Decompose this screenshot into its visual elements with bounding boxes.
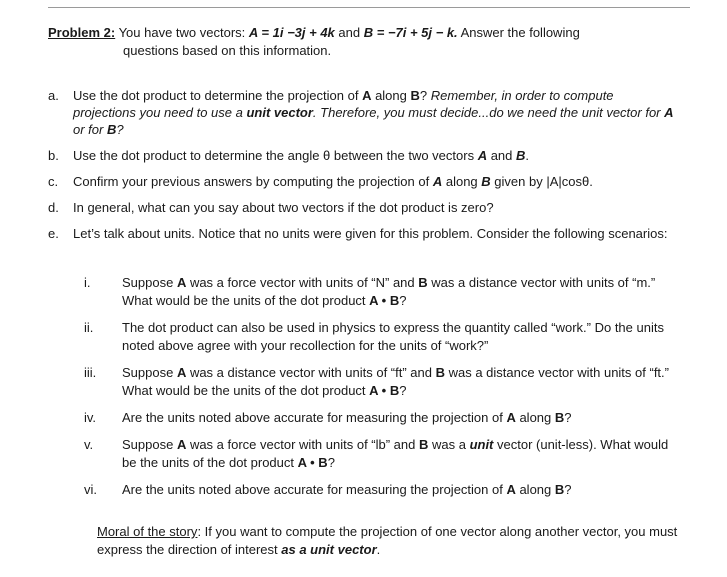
question-text: ? — [419, 88, 431, 103]
bold-b: B — [410, 88, 420, 103]
question-marker: d. — [48, 200, 59, 215]
bold-a: A — [176, 275, 187, 290]
problem-text-end: Answer the following — [457, 25, 580, 40]
scenario-text: was a distance vector with units of “m.” What would be the units of the dot product — [122, 275, 656, 308]
dot-product: A • B — [297, 455, 328, 470]
scenario-vi — [84, 481, 684, 499]
question-marker: c. — [48, 174, 59, 189]
scenario-text: was a force vector with units of “N” and — [186, 275, 419, 290]
question-text: Use the dot product to determine the angle θ between the two vectors — [73, 148, 478, 163]
scenario-text: ? — [399, 293, 407, 308]
scenario-text: Suppose — [122, 275, 177, 290]
scenario-iii — [84, 364, 684, 400]
scenario-text: was a — [428, 437, 470, 452]
scenario-text: ? — [399, 383, 407, 398]
scenario-text: Suppose — [122, 365, 177, 380]
vector-a: A = 1i −3j + 4k — [248, 25, 335, 40]
bold-b: B — [554, 410, 565, 425]
italic-note: . Therefore, you must decide...do we need the unit vector for — [312, 105, 665, 120]
scenario-marker: vi. — [84, 482, 97, 497]
question-text: Let’s talk about units. Notice that no units were given for this problem. Consider the following scenarios: — [73, 226, 668, 241]
problem-label: Problem 2: — [48, 25, 116, 40]
unit-emph: unit — [469, 437, 494, 452]
vector-b: B = −7i + 5j − k. — [363, 25, 458, 40]
question-text: given by |A|cosθ. — [490, 174, 593, 189]
scenario-i — [84, 274, 684, 310]
scenario-text: along — [515, 482, 555, 497]
question-c — [48, 173, 678, 190]
scenario-ii — [84, 319, 684, 355]
moral-emphasis: as a unit vector — [281, 542, 377, 557]
bold-b: B — [481, 174, 491, 189]
scenario-list — [84, 274, 684, 508]
scenario-iv — [84, 409, 684, 427]
dot-product: A • B — [369, 383, 400, 398]
scenario-text: Are the units noted above accurate for measuring the projection of — [122, 410, 507, 425]
question-e — [48, 225, 678, 242]
scenario-text: Are the units noted above accurate for measuring the projection of — [122, 482, 507, 497]
unit-vector-emph: unit vector — [246, 105, 313, 120]
question-d — [48, 199, 678, 216]
bold-b: B — [418, 275, 428, 290]
bold-a: A — [432, 174, 443, 189]
italic-note: ? — [116, 122, 124, 137]
bold-a: A — [506, 410, 516, 425]
question-a — [48, 87, 678, 138]
problem-and: and — [334, 25, 364, 40]
problem-text: You have two vectors: — [118, 25, 249, 40]
bold-b: B — [554, 482, 565, 497]
scenario-marker: iv. — [84, 410, 97, 425]
scenario-text: was a distance vector with units of “ft.” What would be the units of the dot product — [122, 365, 669, 398]
italic-bold-a: A — [664, 105, 674, 120]
scenario-text: ? — [564, 482, 572, 497]
question-list — [48, 87, 678, 251]
bold-a: A — [506, 482, 516, 497]
bold-b: B — [435, 365, 445, 380]
question-text: Use the dot product to determine the projection of — [73, 88, 363, 103]
italic-note: or for — [73, 122, 107, 137]
scenario-text: vector (unit-less). What would be the units of the dot product — [122, 437, 669, 470]
scenario-text: The dot product can also be used in physics to express the quantity called “work.” Do the units noted above agree with your recollection for the units of “work?” — [122, 320, 664, 353]
question-text: along — [371, 88, 411, 103]
scenario-marker: iii. — [84, 365, 97, 380]
scenario-text: ? — [564, 410, 572, 425]
bold-b: B — [418, 437, 429, 452]
scenario-text: Suppose — [122, 437, 177, 452]
scenario-marker: ii. — [84, 320, 94, 335]
scenario-text: along — [515, 410, 555, 425]
moral-label: Moral of the story — [97, 524, 198, 539]
question-text: . — [525, 148, 530, 163]
question-marker: a. — [48, 88, 59, 103]
top-divider — [48, 7, 690, 8]
question-marker: e. — [48, 226, 59, 241]
bold-a: A — [477, 148, 488, 163]
question-text: and — [487, 148, 517, 163]
italic-bold-b: B — [106, 122, 117, 137]
problem-statement — [48, 24, 668, 60]
scenario-text: was a force vector with units of “lb” and — [186, 437, 419, 452]
moral-colon: : — [197, 524, 202, 539]
question-marker: b. — [48, 148, 59, 163]
scenario-marker: v. — [84, 437, 94, 452]
question-text: along — [442, 174, 482, 189]
italic-note: Remember, in order to compute projections you need to use a — [73, 88, 614, 120]
problem-line2: questions based on this information. — [123, 43, 332, 58]
bold-a: A — [176, 365, 187, 380]
bold-b: B — [516, 148, 526, 163]
question-b — [48, 147, 678, 164]
moral-end: . — [376, 542, 381, 557]
bold-a: A — [176, 437, 187, 452]
question-text: Confirm your previous answers by computing the projection of — [73, 174, 433, 189]
dot-product: A • B — [369, 293, 400, 308]
question-text: In general, what can you say about two vectors if the dot product is zero? — [73, 200, 494, 215]
scenario-marker: i. — [84, 275, 91, 290]
scenario-text: was a distance vector with units of “ft” and — [186, 365, 436, 380]
scenario-text: ? — [327, 455, 335, 470]
scenario-v — [84, 436, 684, 472]
moral-of-story — [97, 523, 697, 559]
moral-text: If you want to compute the projection of one vector along another vector, you must express the direction of interest — [97, 524, 678, 557]
bold-a: A — [362, 88, 372, 103]
